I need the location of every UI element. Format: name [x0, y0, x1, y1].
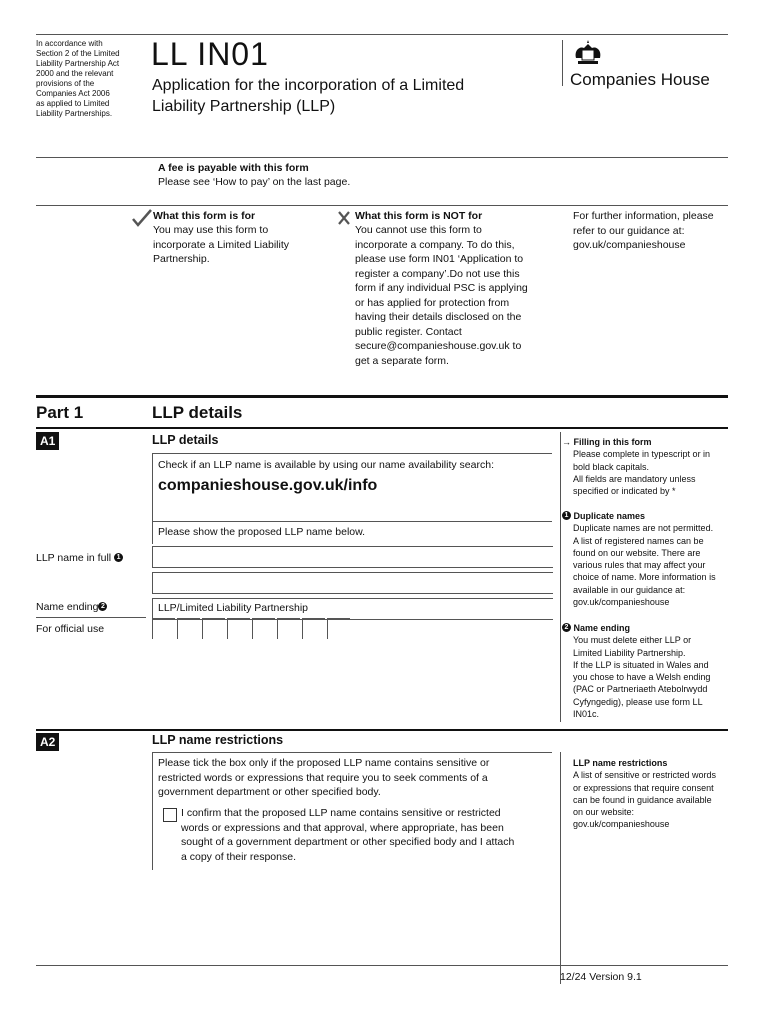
- official-box: [177, 618, 200, 639]
- note-marker-2: 2: [562, 623, 571, 632]
- official-box: [277, 618, 300, 639]
- ending-title: [562, 622, 730, 634]
- check-availability-text: Check if an LLP name is available by using our name availability search:: [158, 459, 494, 471]
- a2-side-rule: [560, 752, 561, 984]
- part1-rule: [36, 395, 728, 398]
- part1-title: LLP details: [152, 403, 243, 422]
- a2-badge: A2: [36, 733, 59, 751]
- further-info-text: For further information, please refer to our guidance at: gov.uk/companieshouse: [573, 210, 714, 251]
- fee-title: A fee is payable with this form: [158, 162, 309, 174]
- official-box: [202, 618, 225, 639]
- ending-block: [562, 622, 730, 720]
- legal-note: In accordance with Section 2 of the Limited Liability Partnership Act 2000 and the relevant provisions of the Companies Act 2006 as applied to Limited Liability Partnerships.: [36, 39, 120, 118]
- filling-block: [562, 436, 730, 497]
- footer-rule: [36, 965, 728, 966]
- official-box: [327, 618, 350, 639]
- llp-name-field-line2[interactable]: [152, 572, 553, 594]
- tick-icon: [131, 208, 153, 233]
- show-rule: [152, 521, 552, 522]
- companies-house-logo: Companies House: [570, 70, 710, 89]
- not-for-title: What this form is NOT for: [355, 210, 483, 222]
- fee-rule: [36, 205, 728, 206]
- ending-text: You must delete either LLP or Limited Liability Partnership. If the LLP is situated in Wales and you chose to have a Welsh ending (PAC or Partneriaeth Atebolrwydd Cyfyngedig), please use form LL IN01c.: [573, 635, 711, 720]
- version-text: 12/24 Version 9.1: [560, 971, 642, 983]
- header-rule: [36, 157, 728, 158]
- llp-name-label: [36, 551, 123, 566]
- form-code: LL IN01: [151, 36, 269, 72]
- ending-title-text: Name ending: [573, 623, 631, 633]
- restrictions-side-title: LLP name restrictions: [573, 758, 668, 768]
- filling-title: [562, 436, 730, 448]
- name-ending-label: [36, 600, 107, 615]
- official-box: [152, 618, 175, 639]
- official-use-boxes: [152, 618, 352, 639]
- duplicate-title-text: Duplicate names: [573, 511, 646, 521]
- confirm-restricted-checkbox[interactable]: [163, 808, 177, 822]
- official-box: [227, 618, 250, 639]
- llp-name-label-text: LLP name in full: [36, 552, 112, 564]
- not-for-text: You cannot use this form to incorporate a company. To do this, please use form IN01 ‘Application to register a company’.Do not use this form if any individual PSC is applying or has applied for protection from having their details disclosed on the public register. Contact secure@companieshouse.gov.uk to get a separate form.: [355, 224, 528, 367]
- form-title: Application for the incorporation of a Limited Liability Partnership (LLP): [152, 77, 465, 115]
- logo-divider: [562, 40, 563, 86]
- ending-label-rule: [36, 617, 146, 618]
- confirm-restricted-text: I confirm that the proposed LLP name contains sensitive or restricted words or expressions and that approval, where appropriate, has been sought of a government department or other specified body and I attach a copy of their response.: [181, 807, 515, 863]
- for-text: You may use this form to incorporate a Limited Liability Partnership.: [153, 224, 289, 265]
- availability-link[interactable]: companieshouse.gov.uk/info: [158, 477, 378, 494]
- show-name-text: Please show the proposed LLP name below.: [158, 526, 366, 538]
- a2-box-left: [152, 752, 153, 870]
- note-marker-1: 1: [114, 553, 123, 562]
- filling-text: Please complete in typescript or in bold black capitals. All fields are mandatory unless specified or indicated by *: [573, 449, 711, 497]
- note-marker-1: 1: [562, 511, 571, 520]
- cross-icon: [337, 210, 351, 231]
- arrow-right-icon: →: [562, 437, 574, 447]
- duplicate-text: Duplicate names are not permitted. A list of registered names can be found on our website. There are various rules that may affect your choice of name. More information is available in our guidance at: gov.uk/companieshouse: [573, 523, 716, 608]
- a1-title: LLP details: [152, 433, 219, 447]
- name-ending-value: LLP/Limited Liability Partnership: [158, 602, 308, 614]
- a1-box-left: [152, 453, 153, 544]
- part1-label: Part 1: [36, 403, 84, 422]
- royal-crest-icon: [570, 40, 606, 71]
- name-ending-label-text: Name ending: [36, 601, 99, 613]
- a2-intro-text: Please tick the box only if the proposed LLP name contains sensitive or restricted words or expressions that require you to seek comments of a government department or other specified body.: [158, 757, 490, 798]
- a2-rule: [36, 729, 728, 731]
- official-use-label: For official use: [36, 623, 105, 635]
- restrictions-side-block: [573, 757, 733, 831]
- for-title: What this form is for: [153, 210, 256, 222]
- fee-text: Please see ‘How to pay’ on the last page.: [158, 176, 351, 188]
- a1-title-rule: [152, 453, 552, 454]
- a2-title: LLP name restrictions: [152, 733, 284, 747]
- duplicate-block: [562, 510, 730, 608]
- filling-title-text: Filling in this form: [573, 437, 652, 447]
- llp-name-field-line1[interactable]: [152, 546, 553, 568]
- official-box: [252, 618, 275, 639]
- note-marker-2: 2: [98, 602, 107, 611]
- duplicate-title: [562, 510, 730, 522]
- a1-rule: [36, 427, 728, 429]
- a1-badge: A1: [36, 432, 59, 450]
- a1-side-rule: [560, 432, 561, 722]
- official-box: [302, 618, 325, 639]
- a2-title-rule: [152, 752, 552, 753]
- top-rule: [36, 34, 728, 35]
- restrictions-side-text: A list of sensitive or restricted words or expressions that require consent can be found in guidance available on our website: gov.uk/companieshouse: [573, 770, 717, 830]
